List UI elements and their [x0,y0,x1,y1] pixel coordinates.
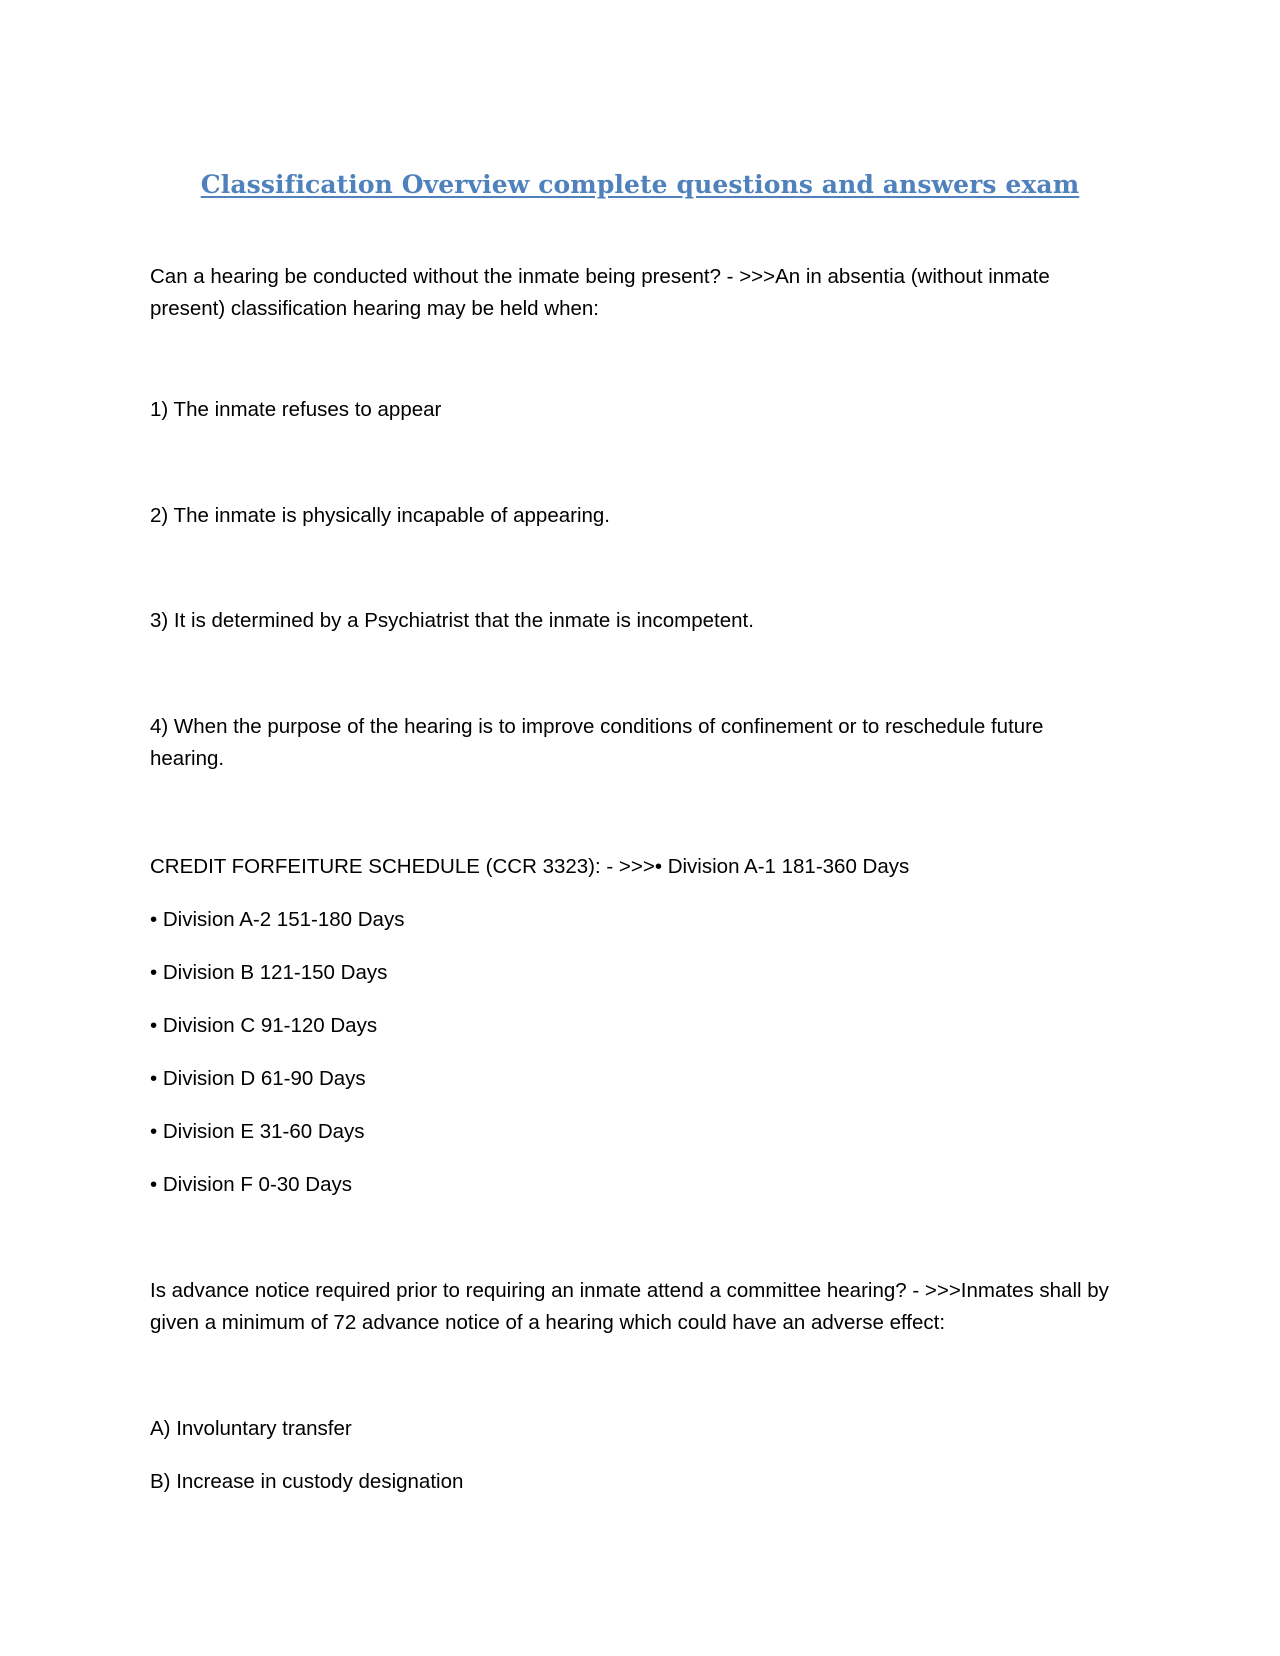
list-item: • Division F 0-30 Days [150,1173,352,1196]
question-credit-forfeiture: CREDIT FORFEITURE SCHEDULE (CCR 3323): - >>>• Division A-1 181-360 Days [150,855,910,878]
question-advance-notice: Is advance notice required prior to requiring an inmate attend a committee hearing? - >>>Inmates shall by given a minimum of 72 advance notice of a hearing which could have an adverse effect: [150,1279,1109,1334]
list-item: • Division D 61-90 Days [150,1067,366,1090]
list-item: • Division E 31-60 Days [150,1120,365,1143]
list-item: 3) It is determined by a Psychiatrist that the inmate is incompetent. [150,609,754,632]
list-item: B) Increase in custody designation [150,1470,464,1493]
list-item: • Division C 91-120 Days [150,1014,378,1037]
list-item: • Division A-2 151-180 Days [150,908,405,931]
list-item: • Division B 121-150 Days [150,961,388,984]
question-in-absentia: Can a hearing be conducted without the inmate being present? - >>>An in absentia (without inmate present) classification hearing may be held when: [150,265,1050,320]
list-item: A) Involuntary transfer [150,1417,352,1440]
list-item: 1) The inmate refuses to appear [150,398,442,421]
document-title: Classification Overview complete questions and answers exam [200,170,1080,199]
list-item: 4) When the purpose of the hearing is to improve conditions of confinement or to reschedule future hearing. [150,715,1044,770]
list-item: 2) The inmate is physically incapable of appearing. [150,504,610,527]
